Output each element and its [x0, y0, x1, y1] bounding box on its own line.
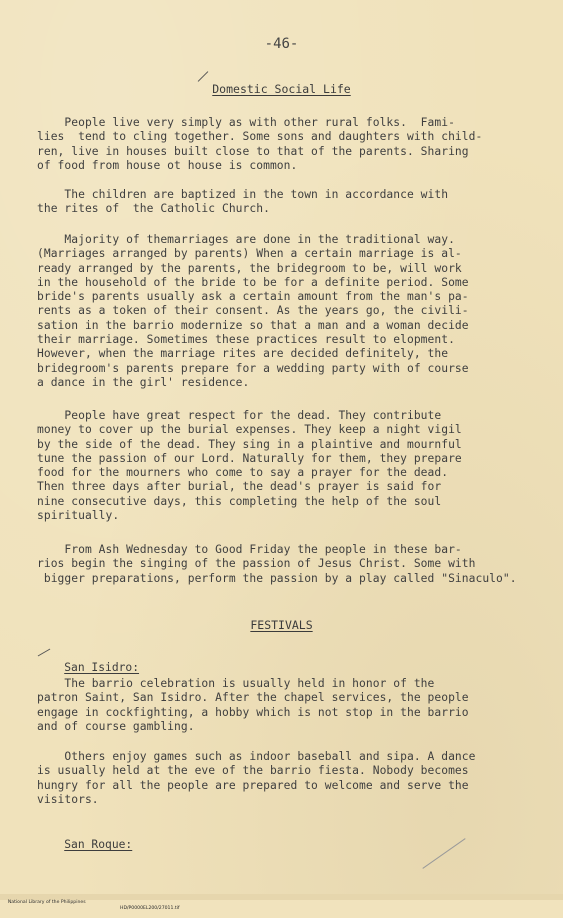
page-number: -46- [264, 36, 299, 52]
paragraph-lent: From Ash Wednesday to Good Friday the people in these bar- rios begin the singing of the passion of Jesus Christ. Some with bigger preparations, perform the passion by a play called "Sinaculo". [37, 543, 517, 585]
san-roque-heading-text: San Roque: [64, 838, 133, 851]
paragraph-family-ties: People live very simply as with other rural folks. Fami- lies tend to cling together. Some sons and daughters with child- ren, live in houses built close to that of the parents. Sharing of food from house ot house is common. [37, 116, 483, 172]
footer-file-code: HD/P0000EL200/27011.tif [120, 906, 180, 911]
pencil-stroke-mark [422, 838, 465, 869]
section-title-text: Domestic Social Life [212, 82, 351, 96]
paragraph-baptism: The children are baptized in the town in accordance with the rites of the Catholic Church. [37, 188, 449, 216]
san-roque-heading [37, 825, 132, 864]
archive-footer [0, 894, 563, 911]
san-isidro-heading-text: San Isidro: [64, 661, 140, 674]
paragraph-san-isidro-games: Others enjoy games such as indoor baseball and sipa. A dance is usually held at the eve of the barrio fiesta. Nobody becomes hungry for all the people are prepared to welcome and serve the visitors. [37, 750, 476, 806]
festivals-heading [0, 618, 563, 632]
section-title [0, 82, 563, 96]
paragraph-san-isidro-celebration: The barrio celebration is usually held in honor of the patron Saint, San Isidro. After the chapel services, the people engage in cockfighting, a hobby which is not stop in the barrio and of course gambling. [37, 677, 469, 733]
paragraph-death-customs: People have great respect for the dead. They contribute money to cover up the burial expenses. They keep a night vigil by the side of the dead. They sing in a plaintive and mournful tune the passion of our Lord. Naturally for them, they prepare food for the mourners who come to say a prayer for the dead. Then three days after burial, the dead's prayer is said for nine consecutive days, this completing the help of the soul spiritually. [37, 409, 462, 523]
paragraph-marriage: Majority of themarriages are done in the traditional way. (Marriages arranged by parents) When a certain marriage is al- ready arranged by the parents, the bridegroom to be, will work in the household of the bride to be for a definite period. Some bride's parents usually ask a certain amount from the man's pa- rents as a token of their consent. As the years go, the civili- sation in the barrio modernize so that a man and a woman decide their marriage. Sometimes these practices result to elopment. However, when the marriage rites are decided definitely, the bridegroom's parents prepare for a wedding party with of course a dance in the girl' residence. [37, 233, 469, 389]
festivals-heading-text: FESTIVALS [250, 618, 313, 632]
footer-source: National Library of the Philippines [7, 900, 86, 905]
